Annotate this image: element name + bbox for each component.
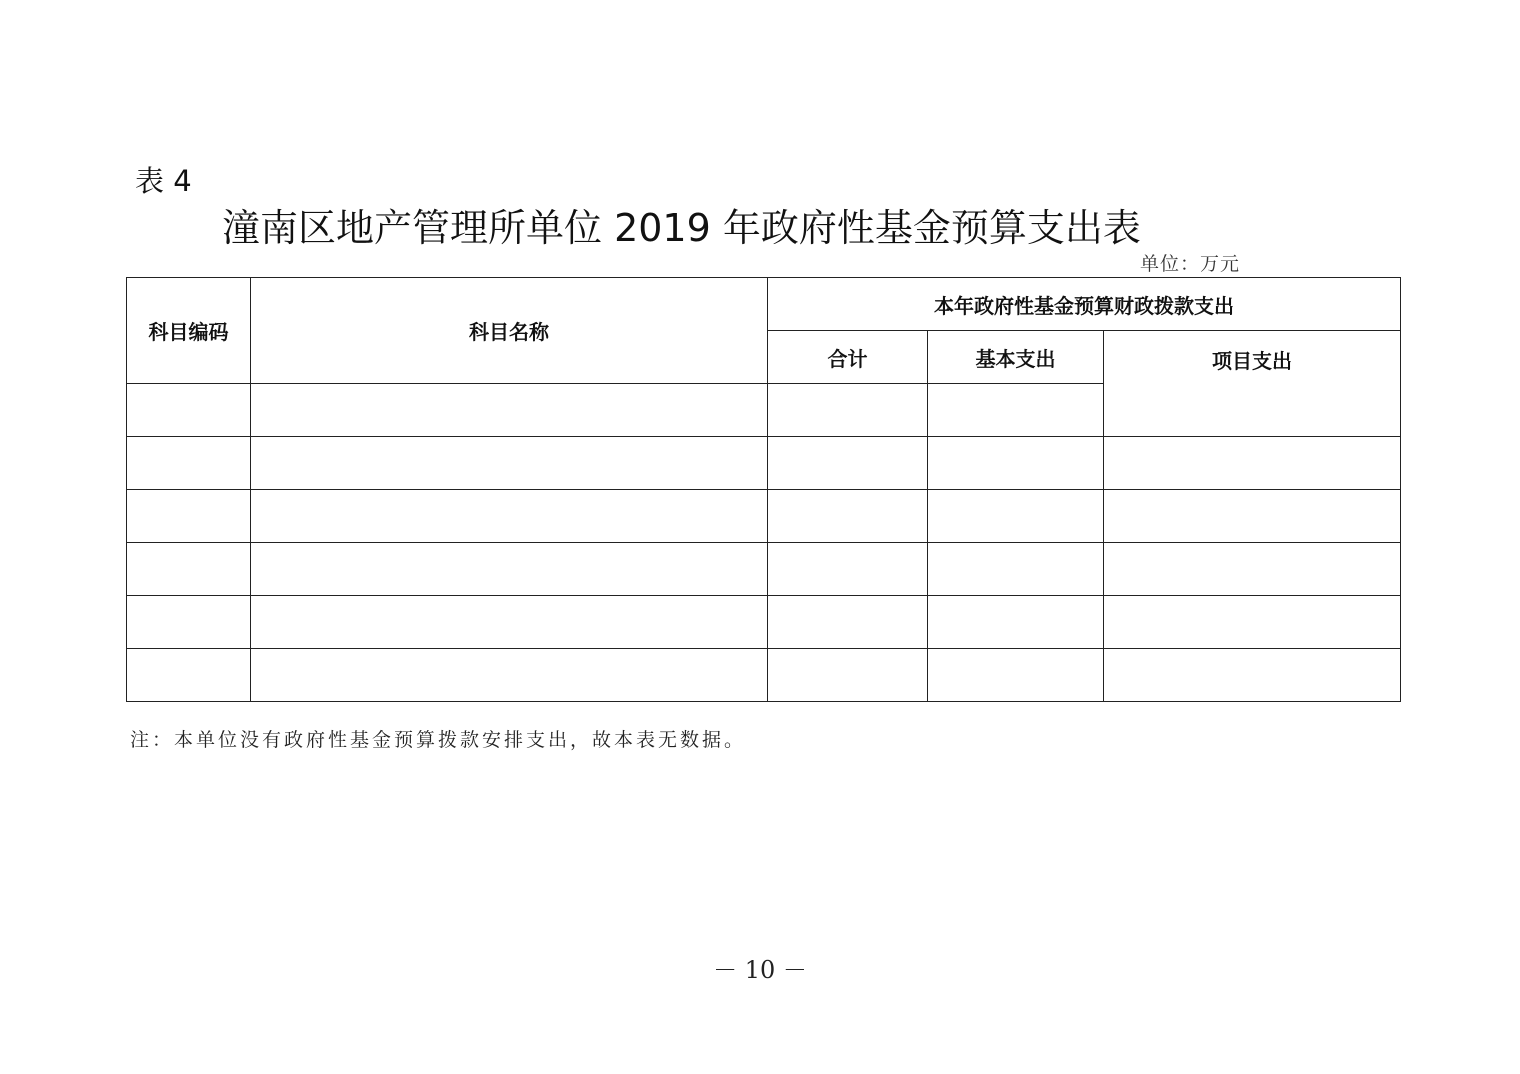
table-cell bbox=[127, 384, 251, 437]
table-row bbox=[127, 596, 1401, 649]
table-row bbox=[127, 649, 1401, 702]
table-cell bbox=[928, 649, 1104, 702]
table-cell bbox=[1104, 596, 1401, 649]
header-project-expenditure: 项目支出 bbox=[1104, 331, 1401, 437]
table-row bbox=[127, 543, 1401, 596]
table-cell bbox=[928, 490, 1104, 543]
header-basic-expenditure: 基本支出 bbox=[928, 331, 1104, 384]
table-row bbox=[127, 490, 1401, 543]
table-cell bbox=[251, 543, 768, 596]
table-cell bbox=[251, 490, 768, 543]
table-cell bbox=[928, 543, 1104, 596]
table-cell bbox=[251, 596, 768, 649]
table-cell bbox=[928, 596, 1104, 649]
table-cell bbox=[768, 490, 928, 543]
table-cell bbox=[251, 649, 768, 702]
document-title: 潼南区地产管理所单位 2019 年政府性基金预算支出表 bbox=[222, 206, 1141, 250]
table-cell bbox=[1104, 490, 1401, 543]
unit-label: 单位：万元 bbox=[1139, 253, 1240, 275]
table-row bbox=[127, 437, 1401, 490]
table-cell bbox=[768, 596, 928, 649]
table-cell bbox=[1104, 649, 1401, 702]
header-total: 合计 bbox=[768, 331, 928, 384]
header-subject-name: 科目名称 bbox=[251, 278, 768, 384]
table-cell bbox=[768, 649, 928, 702]
page-number: － 10 － bbox=[713, 956, 807, 984]
table-cell bbox=[768, 384, 928, 437]
table-note: 注：本单位没有政府性基金预算拨款安排支出，故本表无数据。 bbox=[130, 729, 747, 751]
table-cell bbox=[768, 437, 928, 490]
table-header-row-1 bbox=[127, 278, 1401, 331]
table-cell bbox=[127, 596, 251, 649]
header-fund-expenditure-group: 本年政府性基金预算财政拨款支出 bbox=[768, 278, 1401, 331]
table-cell bbox=[251, 384, 768, 437]
table-cell bbox=[127, 437, 251, 490]
table-cell bbox=[928, 384, 1104, 437]
table-label: 表 4 bbox=[135, 164, 192, 198]
table-cell bbox=[1104, 543, 1401, 596]
table-cell bbox=[127, 649, 251, 702]
table-cell bbox=[768, 543, 928, 596]
header-subject-code: 科目编码 bbox=[127, 278, 251, 384]
table-cell bbox=[127, 543, 251, 596]
table-cell bbox=[928, 437, 1104, 490]
table-cell bbox=[127, 490, 251, 543]
budget-table bbox=[126, 277, 1401, 702]
table-cell bbox=[1104, 437, 1401, 490]
table-cell bbox=[251, 437, 768, 490]
